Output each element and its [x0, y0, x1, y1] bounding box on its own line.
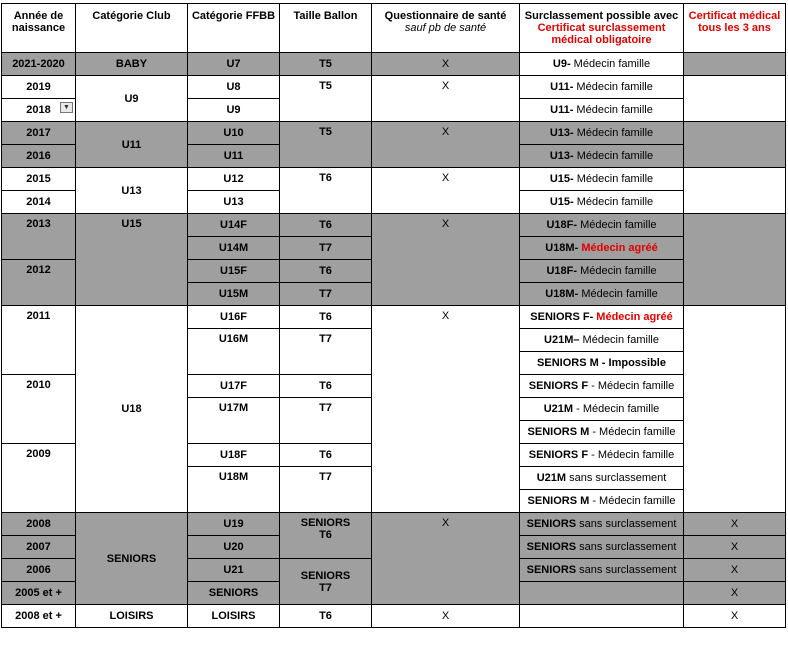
cell: U20	[188, 536, 280, 559]
cell	[520, 122, 684, 145]
cell: T6	[280, 605, 372, 628]
cell: U9	[76, 76, 188, 122]
header-quest-sub: sauf pb de santé	[404, 22, 487, 34]
header-questionnaire	[372, 4, 520, 53]
cell	[520, 76, 684, 99]
cell: T7	[280, 467, 372, 513]
cell: T5	[280, 122, 372, 168]
header-row	[2, 4, 786, 53]
cell: T5	[280, 76, 372, 122]
cell: T7	[280, 237, 372, 260]
table-row	[2, 76, 786, 99]
cell: X	[372, 513, 520, 605]
cell-part: U21M	[536, 472, 567, 484]
cell: T6	[280, 260, 372, 283]
cell-part: - Médecin famille	[588, 449, 675, 461]
cell: U15M	[188, 283, 280, 306]
cell-part: SENIORS	[526, 541, 577, 553]
cell: U9	[188, 99, 280, 122]
cell-part: SENIORS M	[527, 426, 590, 438]
table-row	[2, 605, 786, 628]
cell-part: SENIORS F	[528, 449, 589, 461]
cell: U12	[188, 168, 280, 191]
cell: U10	[188, 122, 280, 145]
cell-part: U11-	[550, 104, 574, 116]
cell-part: Médecin famille	[573, 127, 654, 139]
cell: U13	[76, 168, 188, 214]
cell-part: U18F-	[546, 219, 578, 231]
cell-part: Médecin famille	[570, 58, 651, 70]
cell	[520, 582, 684, 605]
cell-2018[interactable]	[2, 99, 76, 122]
cell	[684, 168, 786, 214]
cell	[520, 306, 684, 329]
cell: 2015	[2, 168, 76, 191]
table-row	[2, 306, 786, 329]
cell	[684, 306, 786, 513]
cell: BABY	[76, 53, 188, 76]
cell: U14F	[188, 214, 280, 237]
cell	[520, 605, 684, 628]
cell	[520, 352, 684, 375]
cell: U18M	[188, 467, 280, 513]
cell-part: U13-	[549, 127, 574, 139]
cell: T6	[280, 444, 372, 467]
cell-part: Médecin famille	[579, 334, 659, 346]
categories-table	[1, 3, 786, 628]
cell-part: Médecin agréé	[578, 242, 658, 254]
cell-part: SENIORS	[526, 564, 577, 576]
cell-part: sans surclassement	[576, 518, 677, 530]
cell: U13	[188, 191, 280, 214]
cell	[520, 467, 684, 490]
cell: 2005 et +	[2, 582, 76, 605]
cell-part: U15-	[549, 196, 574, 208]
cell-part: - Médecin famille	[589, 426, 676, 438]
cell: 2016	[2, 145, 76, 168]
cell-part: - Médecin famille	[588, 380, 675, 392]
cell-part: Médecin famille	[577, 219, 657, 231]
cell: SENIORS	[76, 513, 188, 605]
cell	[684, 214, 786, 306]
cell: X	[372, 605, 520, 628]
cell: T7	[280, 398, 372, 444]
table-row	[2, 168, 786, 191]
cell	[520, 398, 684, 421]
cell	[520, 421, 684, 444]
cell-part: sans surclassement	[576, 541, 677, 553]
header-taille: Taille Ballon	[280, 4, 372, 53]
cell: U18	[76, 306, 188, 513]
cell: X	[372, 168, 520, 214]
cell: T7	[280, 329, 372, 375]
cell: SENIORS	[188, 582, 280, 605]
cell: T6	[280, 306, 372, 329]
cell-part: SENIORS M	[527, 495, 590, 507]
header-surclassement	[520, 4, 684, 53]
cell: T6	[280, 214, 372, 237]
cell: T6	[280, 168, 372, 214]
cell-part: sans surclassement	[576, 564, 677, 576]
cell: 2006	[2, 559, 76, 582]
cell	[520, 99, 684, 122]
cell-part: SENIORS	[300, 517, 351, 529]
table-row	[2, 53, 786, 76]
dropdown-arrow-icon[interactable]: ▼	[60, 102, 73, 113]
cell: 2019	[2, 76, 76, 99]
cell: U11	[76, 122, 188, 168]
cell: X	[372, 214, 520, 306]
cell: U14M	[188, 237, 280, 260]
cell-part: Médecin famille	[573, 104, 653, 116]
cell	[520, 214, 684, 237]
cell: LOISIRS	[188, 605, 280, 628]
cell: LOISIRS	[76, 605, 188, 628]
cell: 2017	[2, 122, 76, 145]
cell-part: - Médecin famille	[589, 495, 676, 507]
cell: U19	[188, 513, 280, 536]
cell: T5	[280, 53, 372, 76]
cell-part: T7	[319, 581, 332, 594]
cell	[520, 260, 684, 283]
cell: X	[684, 513, 786, 536]
cell: X	[684, 559, 786, 582]
cell-part: Médecin famille	[578, 288, 658, 300]
cell	[520, 145, 684, 168]
cell	[520, 490, 684, 513]
cell	[280, 559, 372, 605]
cell-part: U13-	[549, 150, 574, 162]
cell-part: SENIORS F-	[530, 311, 594, 323]
cell-part: U18F-	[546, 265, 578, 277]
cell: 2014	[2, 191, 76, 214]
cell: U16M	[188, 329, 280, 375]
cell	[520, 168, 684, 191]
cell: U7	[188, 53, 280, 76]
cell	[520, 53, 684, 76]
cell-part: U15-	[549, 173, 574, 185]
cell	[520, 237, 684, 260]
cell: X	[684, 582, 786, 605]
cell: X	[372, 306, 520, 513]
cell-part: 2018	[26, 104, 51, 116]
table-row	[2, 214, 786, 237]
cell: 2011	[2, 306, 76, 375]
cell: U17M	[188, 398, 280, 444]
header-cat-ffbb: Catégorie FFBB	[188, 4, 280, 53]
cell-part: U9-	[552, 58, 571, 70]
cell: 2008	[2, 513, 76, 536]
cell: U15F	[188, 260, 280, 283]
cell	[520, 375, 684, 398]
header-surclass-red: Certificat surclassement médical obligatoire	[537, 22, 666, 46]
cell-part: U18M-	[545, 242, 579, 254]
header-quest-label: Questionnaire de santé	[384, 10, 507, 22]
cell-part: U11-	[550, 81, 574, 93]
cell	[520, 559, 684, 582]
cell: U15	[76, 214, 188, 306]
cell-part: - Médecin famille	[573, 403, 660, 415]
cell: X	[372, 76, 520, 122]
header-certificat: Certificat médical tous les 3 ans	[684, 4, 786, 53]
cell: U18F	[188, 444, 280, 467]
cell: U16F	[188, 306, 280, 329]
cell	[520, 536, 684, 559]
cell-part: Médecin famille	[577, 265, 657, 277]
cell	[684, 122, 786, 168]
cell-part: Médecin famille	[573, 81, 653, 93]
cell	[684, 76, 786, 122]
cell-part: SENIORS M - Impossible	[537, 357, 666, 369]
cell: 2013	[2, 214, 76, 260]
cell	[520, 513, 684, 536]
header-annee: Année de naissance	[2, 4, 76, 53]
cell: 2021-2020	[2, 53, 76, 76]
cell: U17F	[188, 375, 280, 398]
cell: U11	[188, 145, 280, 168]
cell: X	[684, 536, 786, 559]
cell: U21	[188, 559, 280, 582]
cell	[520, 191, 684, 214]
cell	[684, 53, 786, 76]
cell-part: U21M–	[544, 334, 580, 346]
cell: 2009	[2, 444, 76, 513]
table-row	[2, 513, 786, 536]
cell: T6	[280, 375, 372, 398]
cell: 2007	[2, 536, 76, 559]
categories-table-wrapper	[1, 3, 786, 628]
cell-part: T6	[319, 529, 332, 541]
cell	[520, 444, 684, 467]
header-surclass-label: Surclassement possible avec	[524, 10, 679, 22]
cell-part: U18M-	[545, 288, 579, 300]
cell: 2012	[2, 260, 76, 306]
cell: 2010	[2, 375, 76, 444]
cell-part: SENIORS	[300, 569, 351, 582]
cell-part: SENIORS	[526, 518, 577, 530]
cell-part: SENIORS F	[528, 380, 589, 392]
cell-part: sans surclassement	[566, 472, 667, 484]
cell-part: Médecin famille	[573, 150, 654, 162]
cell-part: Médecin agréé	[593, 311, 673, 323]
cell-part: Médecin famille	[573, 196, 654, 208]
cell: X	[372, 53, 520, 76]
cell: X	[372, 122, 520, 168]
cell	[520, 283, 684, 306]
cell-part: Médecin famille	[573, 173, 654, 185]
header-cat-club: Catégorie Club	[76, 4, 188, 53]
cell: U8	[188, 76, 280, 99]
cell: T7	[280, 283, 372, 306]
table-row	[2, 122, 786, 145]
cell-part: U21M	[543, 403, 574, 415]
cell	[520, 329, 684, 352]
cell: X	[684, 605, 786, 628]
cell: 2008 et +	[2, 605, 76, 628]
cell	[280, 513, 372, 559]
